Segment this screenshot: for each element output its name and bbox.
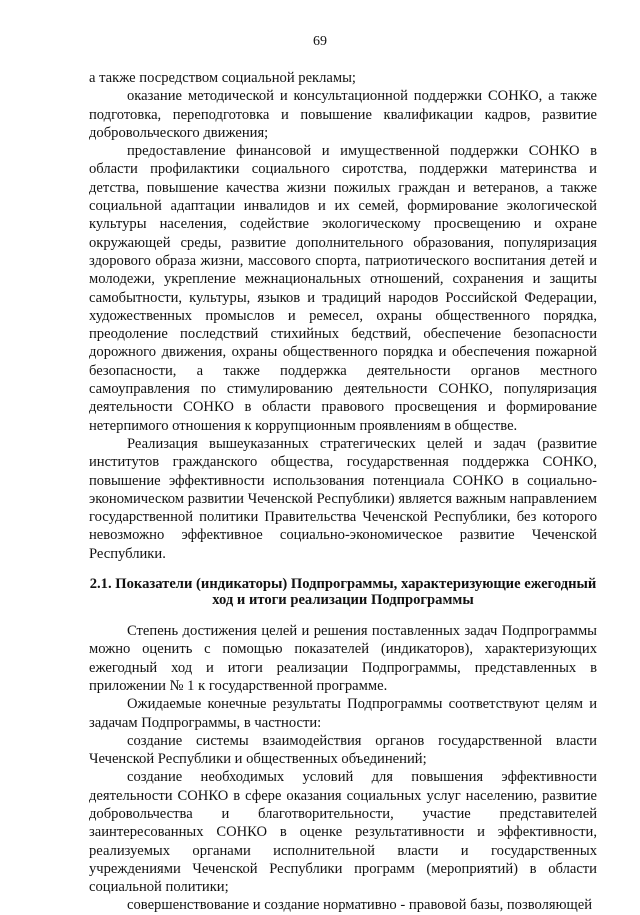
paragraph: совершенствование и создание нормативно - правовой базы, позволяющей [127, 897, 593, 914]
document-body [89, 69, 597, 915]
paragraph: а также посредством социальной рекламы; [89, 70, 356, 86]
paragraph: Реализация вышеуказанных стратегических целей и задач (развитие институтов гражданского общества, государственная поддержка СОНКО, повышение эффективности использования потенциала СОНКО в социально-экономическом развитии Чеченской Республики) является важным направлением государственной политики Правительства Чеченской Республики, без которого невозможно эффективное социально-экономическое развитие Чеченской Республики. [89, 435, 597, 562]
paragraph: создание необходимых условий для повышения эффективности деятельности СОНКО в сфере оказания социальных услуг населению, развитие добровольчества и благотворительности, участие представителей заинтересованных СОНКО в оценке результативности и эффективности, реализуемых органами исполнительной власти и государственных учреждениями Чеченской Республики программ (мероприятий) в области социальной политики; [89, 769, 597, 896]
paragraph: предоставление финансовой и имущественной поддержки СОНКО в области профилактики социального сиротства, поддержки материнства и детства, повышение качества жизни пожилых граждан и ветеранов, а также социальной адаптации инвалидов и их семей, формирование экологической культуры населения, содействие экологическому просвещению и охране окружающей среды, развитие дополнительного образования, популяризация здорового образа жизни, массового спорта, патриотического воспитания детей и молодежи, укрепление межнациональных отношений, сохранения и защиты самобытности, культуры, языков и традиций народов Российской Федерации, художественных промыслов и ремесел, охраны общественного порядка, преодоление последствий стихийных бедствий, обеспечение безопасности дорожного движения, охраны общественного порядка и обеспечения пожарной безопасности, а также поддержка деятельности органов местного самоуправления по стимулированию деятельности СОНКО, популяризация деятельности СОНКО в области правового просвещения и формирование нетерпимого отношения к коррупционным проявлениям в обществе. [89, 143, 597, 434]
paragraph: создание системы взаимодействия органов государственной власти Чеченской Республики и общественных объединений; [89, 732, 597, 768]
section-heading: 2.1. Показатели (индикаторы) Подпрограммы, характеризующие ежегодный ход и итоги реализации Подпрограммы [89, 576, 597, 608]
paragraph: Степень достижения целей и решения поставленных задач Подпрограммы можно оценить с помощью показателей (индикаторов), характеризующих ежегодный ход и итоги реализации Подпрограммы, представленных в приложении № 1 к государственной программе. [89, 623, 597, 694]
page-number: 69 [313, 34, 327, 49]
paragraph: оказание методической и консультационной поддержки СОНКО, а также подготовка, переподготовка и повышение квалификации кадров, развитие добровольческого движения; [89, 88, 597, 141]
paragraph: Ожидаемые конечные результаты Подпрограммы соответствуют целям и задачам Подпрограммы, в частности: [89, 696, 597, 731]
